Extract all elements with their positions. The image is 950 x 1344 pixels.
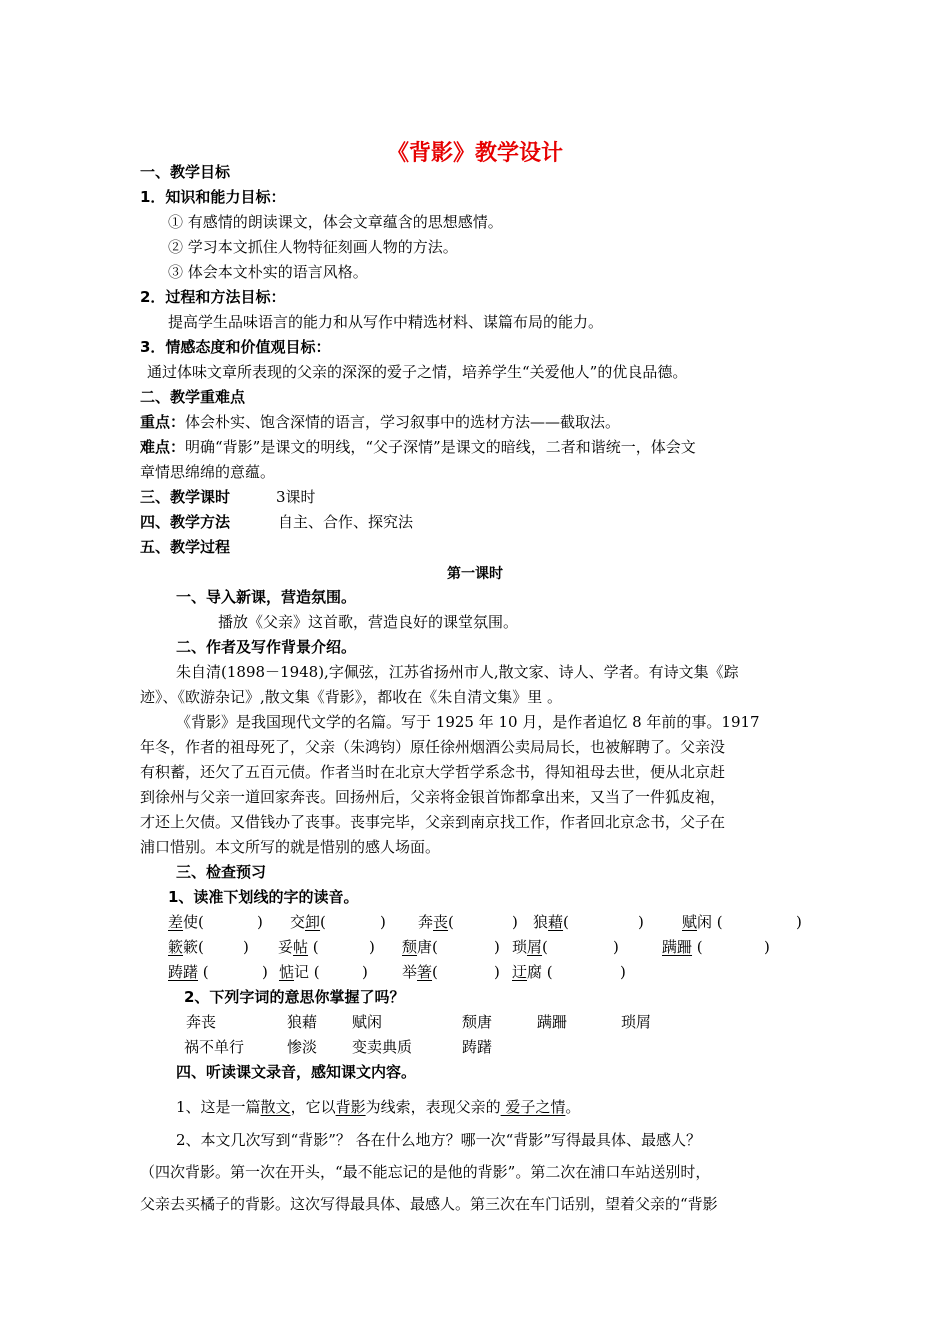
section-heading-process: 五、教学过程 xyxy=(140,538,231,556)
emotion-goal-heading: 3．情感态度和价值观目标： xyxy=(140,338,331,356)
knowledge-goal-heading: 1．知识和能力目标： xyxy=(140,188,286,206)
answer-theme: 爱子之情 xyxy=(500,1098,566,1116)
key-point-text: 体会朴实、饱含深情的语言，学习叙事中的选材方法——截取法。 xyxy=(185,413,621,431)
process-goal-heading: 2．过程和方法目标： xyxy=(140,288,286,306)
back-view-answer-2: 父亲去买橘子的背影。这次写得最具体、最感人。第三次在车门话别，望着父亲的“背影 xyxy=(140,1195,718,1213)
knowledge-goal-3: ③ 体会本文朴实的语言风格。 xyxy=(168,263,368,281)
pronunciation-item: 差使( xyxy=(168,913,204,931)
pronunciation-question: 1、读准下划线的字的读音。 xyxy=(168,888,359,906)
pronunciation-item: 琐屑( xyxy=(512,938,548,956)
hours-value: 3课时 xyxy=(276,488,316,506)
pronunciation-item: 迂腐 ( xyxy=(512,963,553,981)
pronunciation-item-close: ) xyxy=(369,938,375,956)
vocab-word: 奔丧 xyxy=(186,1013,217,1031)
pronunciation-item: 妥帖 ( xyxy=(278,938,319,956)
section-heading-methods: 四、教学方法 xyxy=(140,513,231,531)
background-para-line-3: 有积蓄，还欠了五百元债。作者当时在北京大学哲学系念书，得知祖母去世，便从北京赶 xyxy=(140,763,726,781)
process-goal-text: 提高学生品味语言的能力和从写作中精选材料、谋篇布局的能力。 xyxy=(168,313,604,331)
section-heading-objectives: 一、教学目标 xyxy=(140,163,231,181)
pronunciation-item-close: ) xyxy=(257,913,263,931)
vocab-word: 祸不单行 xyxy=(184,1038,245,1056)
back-view-question: 2、本文几次写到“背影”？ 各在什么地方？哪一次“背影”写得最具体、最感人？ xyxy=(176,1131,701,1149)
vocab-word: 踌躇 xyxy=(462,1038,493,1056)
background-para-line-4: 到徐州与父亲一道回家奔丧。回扬州后，父亲将金银首饰都拿出来，又当了一件狐皮袍， xyxy=(140,788,726,806)
pronunciation-item: 踌躇 ( xyxy=(168,963,209,981)
vocab-word: 琐屑 xyxy=(621,1013,652,1031)
pronunciation-item-close: ) xyxy=(613,938,619,956)
back-view-answer-1: （四次背影。第一次在开头，“最不能忘记的是他的背影”。第二次在浦口车站送别时， xyxy=(140,1163,711,1181)
step2-heading: 二、作者及写作背景介绍。 xyxy=(176,638,357,656)
answer-genre: 散文 xyxy=(260,1098,291,1116)
pronunciation-item-close: ) xyxy=(494,963,500,981)
pronunciation-item: 簌簌( xyxy=(168,938,204,956)
pronunciation-item-close: ) xyxy=(494,938,500,956)
pronunciation-item-close: ) xyxy=(243,938,249,956)
pronunciation-item: 举箸( xyxy=(402,963,438,981)
pronunciation-item-close: ) xyxy=(620,963,626,981)
vocab-word: 变卖典质 xyxy=(352,1038,413,1056)
pronunciation-item: 狼藉( xyxy=(533,913,569,931)
section-heading-hours: 三、教学课时 xyxy=(140,488,231,506)
section-heading-key-points: 二、教学重难点 xyxy=(140,388,246,406)
lesson-one-heading: 第一课时 xyxy=(447,566,503,582)
pronunciation-item: 惦记 ( xyxy=(279,963,320,981)
methods-value: 自主、合作、探究法 xyxy=(278,513,414,531)
document-title: 《背影》教学设计 xyxy=(386,141,563,166)
vocab-word: 狼藉 xyxy=(287,1013,318,1031)
step1-heading: 一、导入新课，营造氛围。 xyxy=(176,588,357,606)
difficulty-text-2: 章情思绵绵的意蕴。 xyxy=(140,463,276,481)
answer-clue: 背影 xyxy=(335,1098,366,1116)
vocab-word: 颓唐 xyxy=(462,1013,493,1031)
vocab-word: 蹒跚 xyxy=(537,1013,568,1031)
vocab-word: 惨淡 xyxy=(287,1038,318,1056)
author-para-line-1: 朱自清(1898－1948),字佩弦，江苏省扬州市人,散文家、诗人、学者。有诗文集《踪 xyxy=(176,663,739,681)
pronunciation-item-close: ) xyxy=(512,913,518,931)
key-point-label: 重点： xyxy=(140,413,186,431)
author-para-line-2: 迹》、《欧游杂记》,散文集《背影》，都收在《朱自清文集》里 。 xyxy=(140,688,563,706)
step3-heading: 三、检查预习 xyxy=(176,863,267,881)
step4-heading: 四、听读课文录音，感知课文内容。 xyxy=(176,1063,417,1081)
step1-text: 播放《父亲》这首歌，营造良好的课堂氛围。 xyxy=(218,613,519,631)
difficulty-label: 难点： xyxy=(140,438,186,456)
emotion-goal-text: 通过体味文章所表现的父亲的深深的爱子之情，培养学生“关爱他人”的优良品德。 xyxy=(147,363,688,381)
pronunciation-item: 交卸( xyxy=(290,913,326,931)
background-para-line-5: 才还上欠债。又借钱办了丧事。丧事完毕，父亲到南京找工作，作者回北京念书，父子在 xyxy=(140,813,726,831)
meaning-question: 2、下列字词的意思你掌握了吗？ xyxy=(184,988,405,1006)
pronunciation-item: 赋闲 ( xyxy=(682,913,723,931)
pronunciation-item: 颓唐( xyxy=(402,938,438,956)
key-point-line xyxy=(140,412,620,432)
background-para-line-2: 年冬，作者的祖母死了，父亲（朱鸿钧）原任徐州烟酒公卖局局长，也被解聘了。父亲没 xyxy=(140,738,726,756)
pronunciation-item-close: ) xyxy=(380,913,386,931)
knowledge-goal-1: ① 有感情的朗读课文，体会文章蕴含的思想感情。 xyxy=(168,213,503,231)
pronunciation-item-close: ) xyxy=(362,963,368,981)
background-para-line-6: 浦口惜别。本文所写的就是惜别的感人场面。 xyxy=(140,838,441,856)
difficulty-text-1: 明确“背影”是课文的明线，“父子深情”是课文的暗线，二者和谐统一，体会文 xyxy=(185,438,696,456)
pronunciation-item-close: ) xyxy=(638,913,644,931)
knowledge-goal-2: ② 学习本文抓住人物特征刻画人物的方法。 xyxy=(168,238,458,256)
pronunciation-item-close: ) xyxy=(764,938,770,956)
difficulty-line-1 xyxy=(140,437,696,457)
fill-in-answer-line: 1、这是一篇散文，它以背影为线索，表现父亲的 爱子之情。 xyxy=(176,1098,581,1116)
background-para-line-1: 《背影》是我国现代文学的名篇。写于 1925 年 10 月，是作者追忆 8 年前的事。1917 xyxy=(176,713,760,731)
vocab-word: 赋闲 xyxy=(352,1013,383,1031)
pronunciation-item-close: ) xyxy=(262,963,268,981)
pronunciation-item-close: ) xyxy=(796,913,802,931)
pronunciation-item: 蹒跚 ( xyxy=(662,938,703,956)
pronunciation-item: 奔丧( xyxy=(418,913,454,931)
